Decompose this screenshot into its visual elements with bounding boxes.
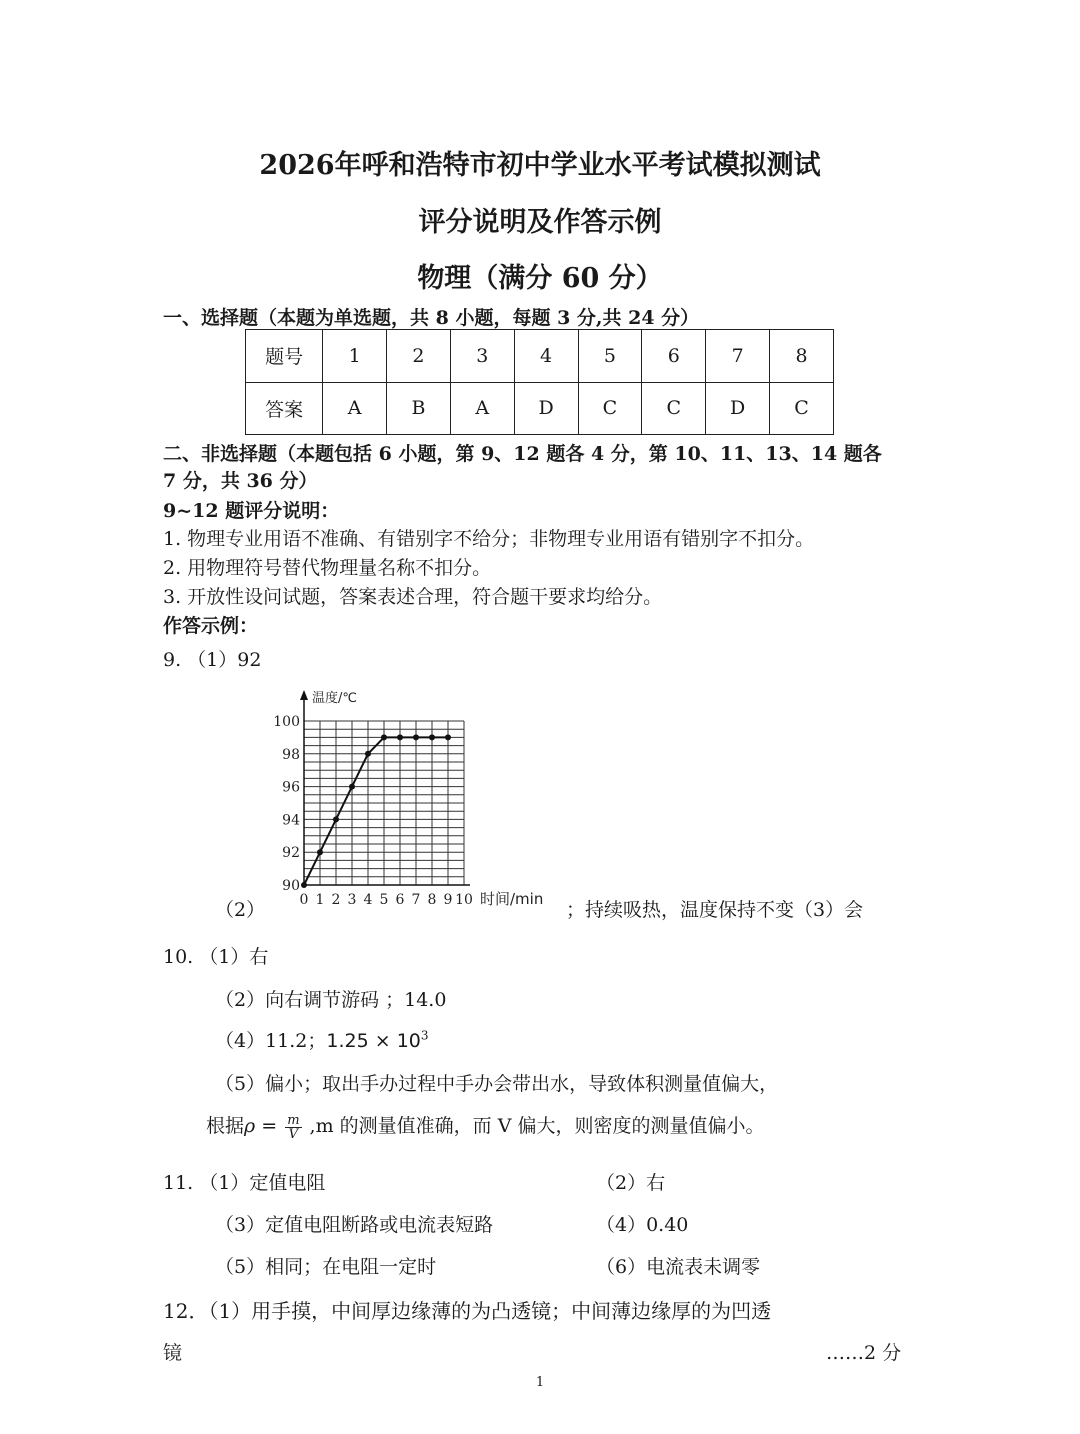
subject-title: 物理（满分 60 分） <box>417 263 663 294</box>
y-tick-label: 94 <box>282 812 300 829</box>
q11-line1-left: 11. （1）定值电阻 <box>163 1172 326 1194</box>
chart-grid <box>304 721 464 885</box>
y-axis-label: 温度/℃ <box>312 691 357 706</box>
rules-title: 9~12 题评分说明： <box>163 500 340 522</box>
table-cell: 5 <box>578 330 642 383</box>
rule-item: 2. 用物理符号替代物理量名称不扣分。 <box>163 557 492 579</box>
chart-svg <box>268 680 568 920</box>
q11-line2-left: （3）定值电阻断路或电流表短路 <box>215 1214 494 1236</box>
fraction-numerator: m <box>287 1112 300 1128</box>
q10-line3 <box>215 1026 429 1053</box>
table-cell: 8 <box>770 330 834 383</box>
rule-item: 3. 开放性设问试题，答案表述合理，符合题干要求均给分。 <box>163 586 663 608</box>
q10-line1: 10. （1）右 <box>163 946 269 968</box>
q10-density-value: 1.25 × 10 <box>326 1030 421 1052</box>
fraction-denominator: V <box>288 1126 299 1142</box>
data-point <box>333 816 339 822</box>
document-title: 2026年呼和浩特市初中学业水平考试模拟测试 <box>259 150 821 181</box>
table-cell: 7 <box>706 330 770 383</box>
q10-line5-suffix: ,m 的测量值准确，而 V 偏大，则密度的测量值偏小。 <box>303 1115 765 1137</box>
y-tick-label: 100 <box>273 714 300 730</box>
x-axis-label: 时间/min <box>480 890 544 908</box>
x-tick-label: 1 <box>315 892 325 908</box>
q10-density-exponent: 3 <box>420 1028 429 1043</box>
data-point <box>349 784 355 790</box>
section2-heading-line1: 二、非选择题（本题包括 6 小题，第 9、12 题各 4 分，第 10、11、13、14 题各 <box>163 443 882 465</box>
table-cell: 3 <box>450 330 514 383</box>
y-tick-label: 96 <box>282 779 300 796</box>
q11-line3-left: （5）相同；在电阻一定时 <box>215 1256 437 1278</box>
q10-line2: （2）向右调节游码 ；14.0 <box>215 989 447 1011</box>
q10-line5-prefix: 根据 <box>206 1115 245 1137</box>
temperature-chart <box>268 680 568 920</box>
q9-part2-text: ；持续吸热，温度保持不变（3）会 <box>566 899 864 921</box>
x-tick-label: 8 <box>427 892 437 908</box>
table-header-cell: 答案 <box>246 382 323 435</box>
page-number: 1 <box>535 1375 545 1390</box>
y-tick-label: 98 <box>282 746 300 763</box>
section2-heading-line2: 7 分，共 36 分） <box>163 470 318 492</box>
data-point <box>397 734 403 740</box>
q12-score: ……2 分 <box>826 1342 902 1364</box>
data-point <box>365 751 371 757</box>
q9-line1: 9. （1）92 <box>163 649 262 671</box>
x-tick-label: 6 <box>395 892 405 908</box>
rule-item: 1. 物理专业用语不准确、有错别字不给分；非物理专业用语有错别字不扣分。 <box>163 528 815 550</box>
table-row-answers <box>246 382 834 435</box>
q11-line2-right: （4）0.40 <box>596 1214 689 1236</box>
q11-line1-right: （2）右 <box>596 1172 666 1194</box>
table-header-cell: 题号 <box>246 330 323 383</box>
table-cell: D <box>514 382 578 435</box>
x-tick-label: 3 <box>347 892 357 908</box>
data-point <box>317 849 323 855</box>
data-point <box>413 734 419 740</box>
x-tick-label: 10 <box>455 892 473 908</box>
data-point <box>301 882 307 888</box>
table-cell: C <box>642 382 706 435</box>
rho-symbol: ρ = <box>244 1115 284 1137</box>
document-subtitle: 评分说明及作答示例 <box>418 207 662 238</box>
examples-title: 作答示例： <box>163 615 259 637</box>
section1-heading: 一、选择题（本题为单选题，共 8 小题，每题 3 分,共 24 分） <box>163 307 700 329</box>
y-tick-label: 90 <box>282 878 300 894</box>
q11-line3-right: （6）电流表未调零 <box>596 1256 761 1278</box>
chart-axes <box>300 690 470 885</box>
x-tick-label: 9 <box>443 892 453 908</box>
x-tick-label: 0 <box>299 892 309 908</box>
table-cell: D <box>706 382 770 435</box>
table-row-numbers <box>246 330 834 383</box>
q10-line5 <box>206 1111 764 1141</box>
q9-part2-label: （2） <box>215 899 266 921</box>
x-tick-label: 7 <box>411 892 421 908</box>
table-cell: A <box>323 382 387 435</box>
q12-line1: 12．（1）用手摸，中间厚边缘薄的为凸透镜；中间薄边缘厚的为凹透 <box>163 1299 772 1323</box>
data-point <box>381 734 387 740</box>
data-point <box>445 734 451 740</box>
density-fraction <box>285 1114 301 1141</box>
table-cell: 1 <box>323 330 387 383</box>
x-tick-label: 2 <box>331 892 341 908</box>
data-point <box>429 734 435 740</box>
x-tick-label: 5 <box>379 892 389 908</box>
table-cell: A <box>450 382 514 435</box>
y-tick-label: 92 <box>282 845 300 862</box>
answer-table <box>245 329 834 435</box>
q10-line4: （5）偏小；取出手办过程中手办会带出水，导致体积测量值偏大， <box>215 1073 779 1095</box>
x-tick-label: 4 <box>363 892 373 908</box>
table-cell: B <box>387 382 451 435</box>
table-cell: C <box>578 382 642 435</box>
q12-line2: 镜 <box>163 1342 183 1364</box>
table-cell: C <box>770 382 834 435</box>
table-cell: 2 <box>387 330 451 383</box>
table-cell: 4 <box>514 330 578 383</box>
y-axis-arrow <box>300 690 308 700</box>
q10-line3-prefix: （4）11.2； <box>215 1030 327 1052</box>
table-cell: 6 <box>642 330 706 383</box>
